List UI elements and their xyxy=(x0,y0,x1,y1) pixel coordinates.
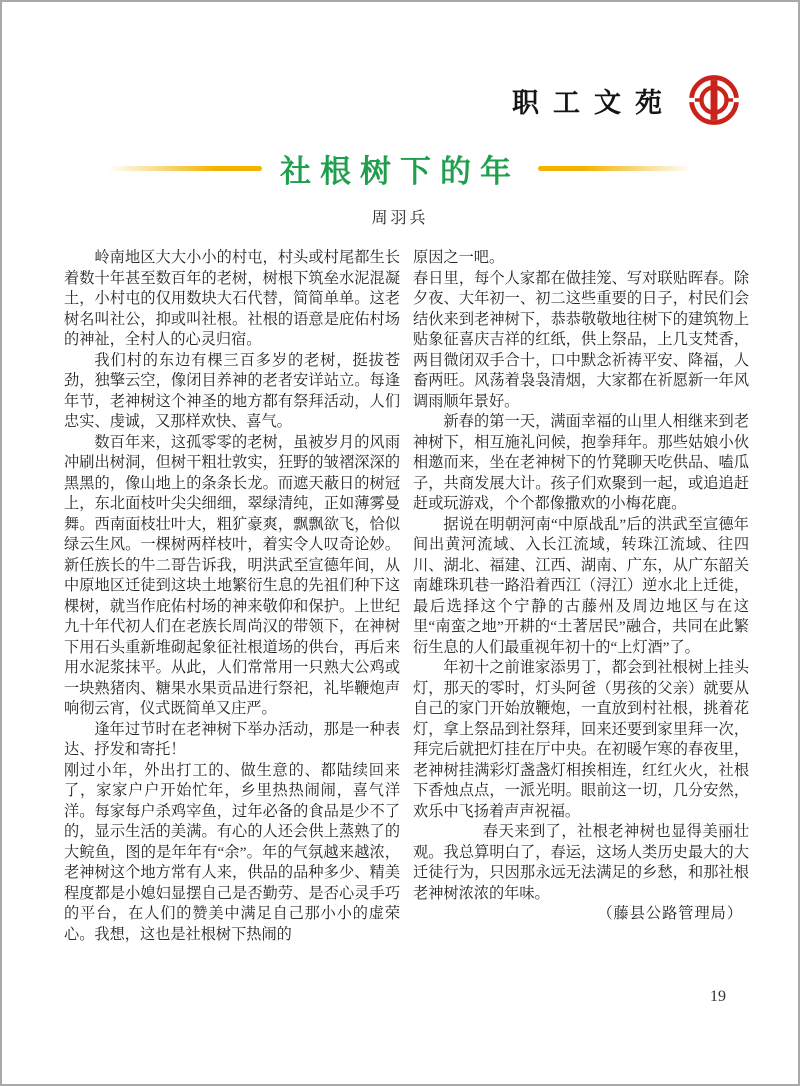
section-label: 职工文苑 xyxy=(512,87,676,118)
article-paragraph: 刚过小年，外出打工的、做生意的、都陆续回来了，家家户户开始忙年，乡里热热闹闹，喜气洋洋。每家每户杀鸡宰鱼，过年必备的食品是少不了的，显示生活的美满。有心的人还会供上蒸熟了的大鲩鱼，图的是年年有“余”。年的气氛越来越浓，老神树这个地方常有人来，供品的品种多少、精美程度都是小媳妇显摆自己是否勤劳、是否心灵手巧的平台，在人们的赞美中满足自己那小小的虚荣心。我想，这也是社根树下热闹的 xyxy=(64,761,400,943)
right-column xyxy=(413,248,749,945)
left-column xyxy=(64,248,400,945)
author-name: 周羽兵 xyxy=(371,210,429,227)
title-row xyxy=(62,148,738,188)
title-rule-right xyxy=(538,166,693,171)
trade-union-logo-icon xyxy=(688,74,740,126)
article-paragraph: 我们村的东边有棵三百多岁的老树，挺拔苍劲，独擎云空，像闭目养神的老者安详站立。每逢年节，老神树这个神圣的地方都有祭拜活动，人们忠实、虔诚，又那样欢快、喜气。 xyxy=(64,351,400,430)
page-number: 19 xyxy=(710,988,726,1005)
article-paragraph: 岭南地区大大小小的村屯，村头或村尾都生长着数十年甚至数百年的老树，树根下筑垒水泥混凝土，小村屯的仅用数块大石代替，简简单单。这老树名叫社公，抑或叫社根。社根的语意是庇佑村场的神祉，全村人的心灵归宿。 xyxy=(64,249,400,348)
article-paragraph: 原因之一吧。 xyxy=(413,249,505,266)
article-attribution: （藤县公路管理局） xyxy=(597,905,743,922)
article-title: 社根树下的年 xyxy=(280,153,520,189)
article-body xyxy=(64,248,749,945)
page-header xyxy=(512,74,740,126)
article-paragraph: 逢年过节时在老神树下举办活动，那是一种表达、抒发和寄托！ xyxy=(64,720,400,758)
article-paragraph: 据说在明朝河南“中原战乱”后的洪武至宣德年间出黄河流域、入长江流域，转珠江流域、往四川、湖北、福建、江西、湖南、广东，从广东韶关南雄珠玑巷一路沿着西江（浔江）逆水北上迁徙，最后选择这个宁静的古藤州及周边地区与在这里“南蛮之地”开耕的“土著居民”融合，共同在此繁衍生息的人们最重视年初十的“上灯酒”了。 xyxy=(413,515,749,656)
article-paragraph: 新春的第一天，满面幸福的山里人相继来到老神树下，相互施礼问候，抱拳拜年。那些姑娘小伙相邀而来，坐在老神树下的竹凳聊天吃供品、嗑瓜子，共商发展大计。孩子们欢聚到一起，或追追赶赶或玩游戏，个个都像撒欢的小梅花鹿。 xyxy=(413,413,749,512)
title-rule-left xyxy=(107,166,262,171)
article-paragraph: 数百年来，这孤零零的老树，虽被岁月的风雨冲刷出树洞，但树干粗壮敦实，狂野的皱褶深深的黑黑的，像山地上的条条长龙。而遮天蔽日的树冠上，东北面枝叶尖尖细细，翠绿清纯，正如薄雾曼舞。西南面枝壮叶大，粗犷豪爽，飘飘欲飞，恰似绿云生风。一棵树两样枝叶，着实令人叹奇论妙。新任族长的牛二哥告诉我，明洪武至宣德年间，从中原地区迁徒到这块土地繁衍生息的先祖们种下这棵树，就当作庇佑村场的神来敬仰和保护。上世纪九十年代初人们在老族长周尚汉的带领下，在神树下用石头重新堆砌起象征社根道场的供台，再后来用水泥浆抹平。从此，人们常常用一只熟大公鸡或一块熟猪肉、糖果水果贡品进行祭祀，礼毕鞭炮声响彻云宵，仪式既简单又庄严。 xyxy=(64,433,400,717)
article-paragraph: 年初十之前谁家添男丁，都会到社根树上挂头灯，那天的零时，灯头阿爸（男孩的父亲）就要从自己的家门开始放鞭炮，一直放到村社根，挑着花灯，拿上祭品到社祭拜，回来还要到家里拜一次，拜完后就把灯挂在厅中央。在初暖乍寒的春夜里，老神树挂满彩灯盏盏灯相挨相连，红红火火，社根下香烛点点，一派光明。眼前这一切，几分安然，欢乐中飞扬着声声祝福。 xyxy=(413,659,749,820)
article-paragraph: 春天来到了，社根老神树也显得美丽壮观。我总算明白了，春运，这场人类历史最大的大迁徒行为，只因那永远无法满足的乡愁，和那社根老神树浓浓的年味。 xyxy=(413,823,749,902)
article-paragraph: 春日里，每个人家都在做挂笼、写对联贴晖春。除夕夜、大年初一、初二这些重要的日子，村民们会结伙来到老神树下，恭恭敬敬地往树下的建筑物上贴象征喜庆吉祥的红纸，供上祭品，上几支梵香，两目微闭双手合十，口中默念祈祷平安、降福，人畜两旺。风荡着袅袅清烟，大家都在祈愿新一年风调雨顺年景好。 xyxy=(413,269,749,410)
